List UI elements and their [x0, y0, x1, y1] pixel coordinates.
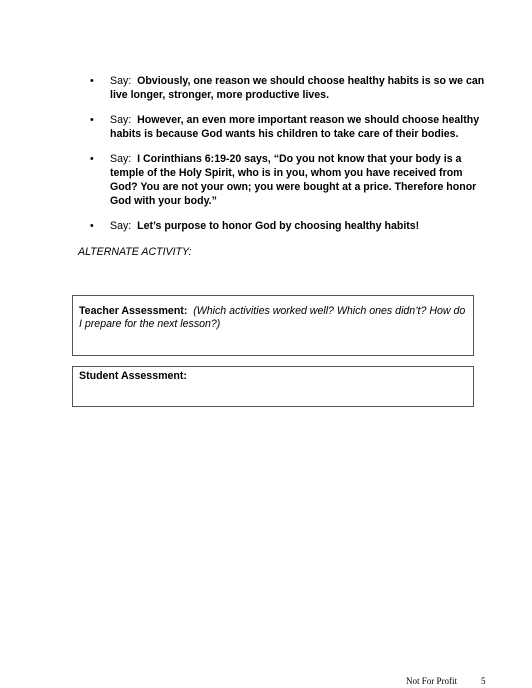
teacher-assessment-note: (Which activities worked well? Which ones didn’t? How do I prepare for the next lesson?)	[79, 305, 466, 330]
bullet-icon: •	[90, 75, 94, 87]
student-assessment-text	[79, 370, 467, 383]
list-item	[90, 219, 490, 233]
bullet-icon: •	[90, 220, 94, 232]
teacher-assessment-label: Teacher Assessment:	[79, 305, 188, 317]
say-label: Say:	[110, 75, 132, 87]
say-label: Say:	[110, 114, 132, 126]
teacher-assessment-text	[79, 305, 467, 331]
bullet-icon: •	[90, 114, 94, 126]
say-label: Say:	[110, 153, 132, 165]
say-text: Let’s purpose to honor God by choosing healthy habits!	[137, 220, 420, 232]
say-label: Say:	[110, 220, 132, 232]
say-text: Obviously, one reason we should choose healthy habits is so we can live longer, stronger, more productive lives.	[110, 75, 485, 101]
page-footer	[0, 676, 532, 688]
say-text: I Corinthians 6:19-20 says, “Do you not know that your body is a temple of the Holy Spirit, who is in you, whom you have received from God? You are not your own; you were bought at a price. Therefore honor God with your body.”	[110, 153, 477, 207]
page-number: 5	[481, 676, 486, 686]
footer-text: Not For Profit	[406, 676, 458, 686]
alternate-activity-heading: ALTERNATE ACTIVITY:	[78, 246, 192, 258]
teacher-assessment-box[interactable]	[72, 295, 474, 356]
say-text: However, an even more important reason we should choose healthy habits is because God wants his children to take care of their bodies.	[110, 114, 480, 140]
student-assessment-label: Student Assessment:	[79, 370, 187, 382]
list-item	[90, 113, 490, 141]
say-bullet-list	[90, 74, 490, 244]
list-item	[90, 74, 490, 102]
list-item	[90, 152, 490, 208]
bullet-icon: •	[90, 153, 94, 165]
student-assessment-box[interactable]	[72, 366, 474, 407]
